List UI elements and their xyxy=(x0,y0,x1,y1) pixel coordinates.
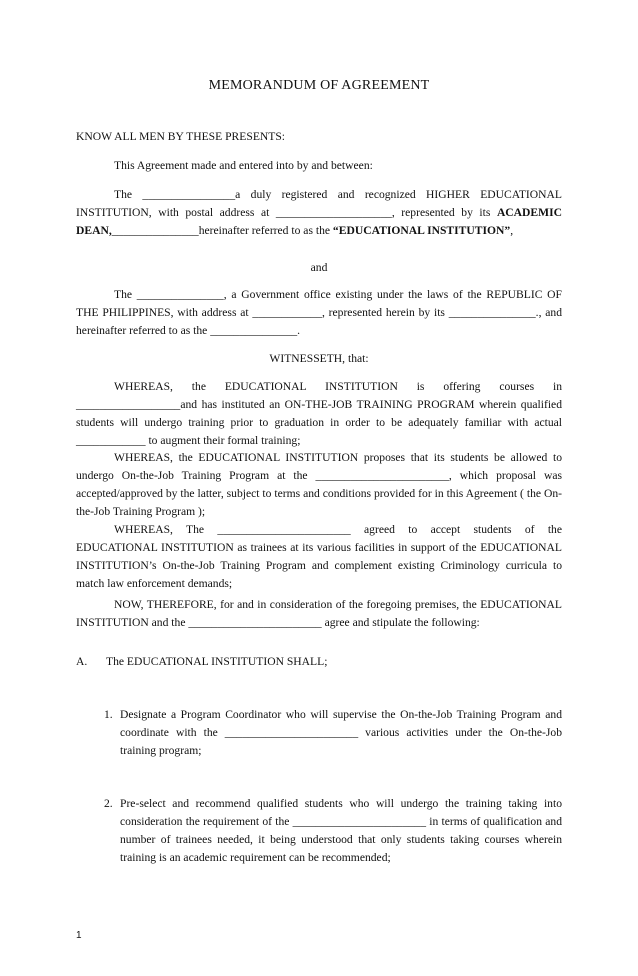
witnesseth-line: WITNESSETH, that: xyxy=(269,352,369,365)
list-item-text: Pre-select and recommend qualified students who will undergo the training taking into consideration the requirement of the _______________________ in terms of qualification and number of trainees needed, it being understood that only students taking courses wherein training is an academic requirement can be recommended; xyxy=(120,797,562,864)
document-title: MEMORANDUM OF AGREEMENT xyxy=(208,78,430,93)
list-item-text: Designate a Program Coordinator who will supervise the On-the-Job Training Program and coordinate with the _______________________ various activities under the On-the-Job training program; xyxy=(120,708,562,757)
first-party-paragraph xyxy=(76,186,562,240)
page-number: 1 xyxy=(76,930,82,941)
list-item xyxy=(104,795,562,867)
section-a-label: A. xyxy=(76,655,88,668)
now-therefore-paragraph: NOW, THEREFORE, for and in consideration of the foregoing premises, the EDUCATIONAL INSTITUTION and the _______________________ agree and stipulate the following: xyxy=(76,598,562,629)
first-party-bold-1: ACADEMIC DEAN, xyxy=(76,206,562,237)
first-party-bold-2: “EDUCATIONAL INSTITUTION” xyxy=(332,224,511,237)
whereas-paragraph-1: WHEREAS, the EDUCATIONAL INSTITUTION is offering courses in __________________and has instituted an ON-THE-JOB TRAINING PROGRAM wherein qualified students will undergo training prior to graduation in order to be adequately familiar with actual ____________ to augment their formal training; xyxy=(76,380,562,447)
first-party-text-1: The ________________a duly registered and recognized HIGHER EDUCATIONAL INSTITUTION, with postal address at ____________________, represented by its xyxy=(76,188,562,219)
list-item-number: 1. xyxy=(104,708,113,721)
intro-paragraph: This Agreement made and entered into by and between: xyxy=(114,159,373,172)
list-item xyxy=(104,706,562,760)
second-party-paragraph: The _______________, a Government office existing under the laws of the REPUBLIC OF THE PHILIPPINES, with address at ____________, represented herein by its _______________., and hereinafter referred to as the _______________. xyxy=(76,288,562,337)
whereas-paragraph-2: WHEREAS, the EDUCATIONAL INSTITUTION proposes that its students be allowed to undergo On-the-Job Training Program at the _______________________, which proposal was accepted/approved by the latter, subject to terms and conditions provided for in this Agreement ( the On-the-Job Training Program ); xyxy=(76,451,562,518)
first-party-text-3: , xyxy=(510,224,514,237)
and-line: and xyxy=(310,261,328,274)
first-party-text-2: _______________hereinafter referred to as the xyxy=(111,224,333,237)
whereas-paragraph-3: WHEREAS, The _______________________ agreed to accept students of the EDUCATIONAL INSTITUTION as trainees at its various facilities in support of the EDUCATIONAL INSTITUTION’s On-the-Job Training Program and complement existing Criminology curricula to match law enforcement demands; xyxy=(76,523,562,590)
list-item-number: 2. xyxy=(104,797,113,810)
section-a-text: The EDUCATIONAL INSTITUTION SHALL; xyxy=(106,655,328,668)
know-all-men-line: KNOW ALL MEN BY THESE PRESENTS: xyxy=(76,130,286,143)
section-a-heading xyxy=(76,653,327,671)
